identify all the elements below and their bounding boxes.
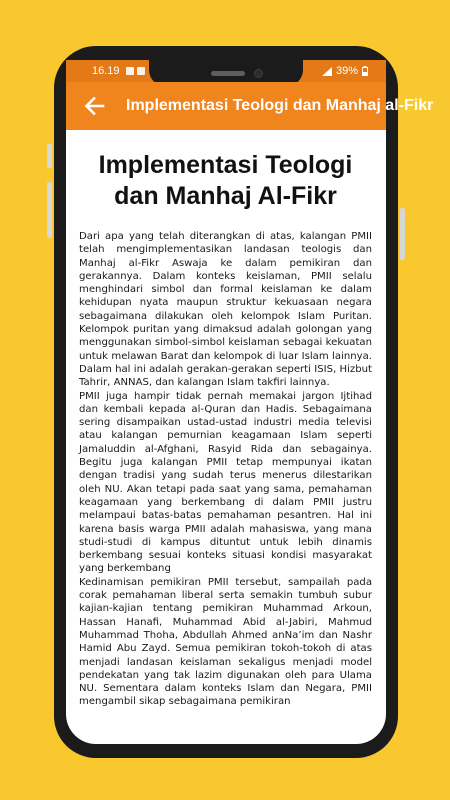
article-title: Implementasi Teologi dan Manhaj Al-Fikr: [98, 151, 353, 210]
status-right: [322, 65, 368, 77]
image-notification-icon: [137, 67, 145, 75]
earpiece-speaker: [211, 71, 245, 76]
battery-text: 39%: [335, 65, 358, 77]
notification-icon: [126, 67, 134, 75]
volume-down-button: [47, 182, 52, 238]
article-paragraph: PMII juga hampir tidak pernah memakai jargon Ijtihad dan kembali kepada al-Quran dan Hadis. Sebagaimana sering disampaikan ustad-ustad industri media televisi atau kalangan pemurnian keagamaan Islam seperti Jamaluddin al-Afghani, Rasyid Rida dan sebagainya. Begitu juga kalangan PMII tetap mempunyai ikatan dengan tradisi yang sudah terus menerus dilestarikan oleh NU. Akan tetapi pada saat yang sama, pemahaman keagamaan yang berkembang di dalam PMII justru melampaui batas-batas pemahaman pesantren. Hal ini karena basis warga PMII adalah mahasiswa, yang mana studi-studi di kampus dituntut untuk lebih dinamis berkembang sesuai konteks situasi kondisi masyarakat yang berkembang: [79, 390, 372, 575]
app-bar: [66, 82, 434, 130]
article-paragraph: Kedinamisan pemikiran PMII tersebut, sampailah pada corak pemahaman liberal serta semakin tumbuh subur kajian-kajian tentang pemikiran Muhammad Arkoun, Hassan Hanafi, Muhammad Abid al-Jabiri, Mahmud Muhammad Thoha, Abdullah Ahmed anNa’im dan Nashr Hamid Abu Zayd. Semua pemikiran tokoh-tokoh di atas menjadi landasan keislaman sekaligus menjadi model pendekatan yang tak lazim digunakan oleh para Ulama NU. Sementara dalam konteks Islam dan Negara, PMII mengambil sikap sebagaimana pemikiran: [79, 576, 372, 708]
app-bar-title: Implementasi Teologi dan Manhaj al-Fikr: [126, 97, 434, 114]
volume-button: [47, 144, 52, 168]
signal-icon: [322, 67, 332, 76]
article-paragraph: Dari apa yang telah diterangkan di atas, kalangan PMII telah mengimplementasikan landasan teologis dan Manhaj al-Fikr Aswaja ke dalam pemikiran dan gerakannya. Dalam konteks keislaman, PMII selalu menghindari simbol dan formal keislaman ke dalam kehidupan nyata maupun struktur kekuasaan negara sebagaimana dilakukan oleh kelompok Islam Puritan. Kelompok puritan yang dimaksud adalah golongan yang menggunakan simbol-simbol keislaman sebagai kekuatan untuk melawan Barat dan kelompok di luar Islam lainnya. Dalam hal ini adalah gerakan-gerakan seperti ISIS, Hizbut Tahrir, ANNAS, dan kalangan Islam takfiri lainnya.: [79, 231, 372, 389]
arrow-left-icon: [84, 97, 104, 115]
front-camera: [254, 69, 263, 78]
phone-frame: [54, 46, 434, 758]
phone-screen: [66, 60, 434, 744]
back-button[interactable]: [72, 82, 116, 130]
article-content[interactable]: [66, 130, 386, 744]
power-button: [400, 208, 405, 260]
status-time: 16.19: [92, 65, 120, 77]
battery-icon: [362, 66, 368, 76]
notification-icons: [126, 67, 145, 75]
